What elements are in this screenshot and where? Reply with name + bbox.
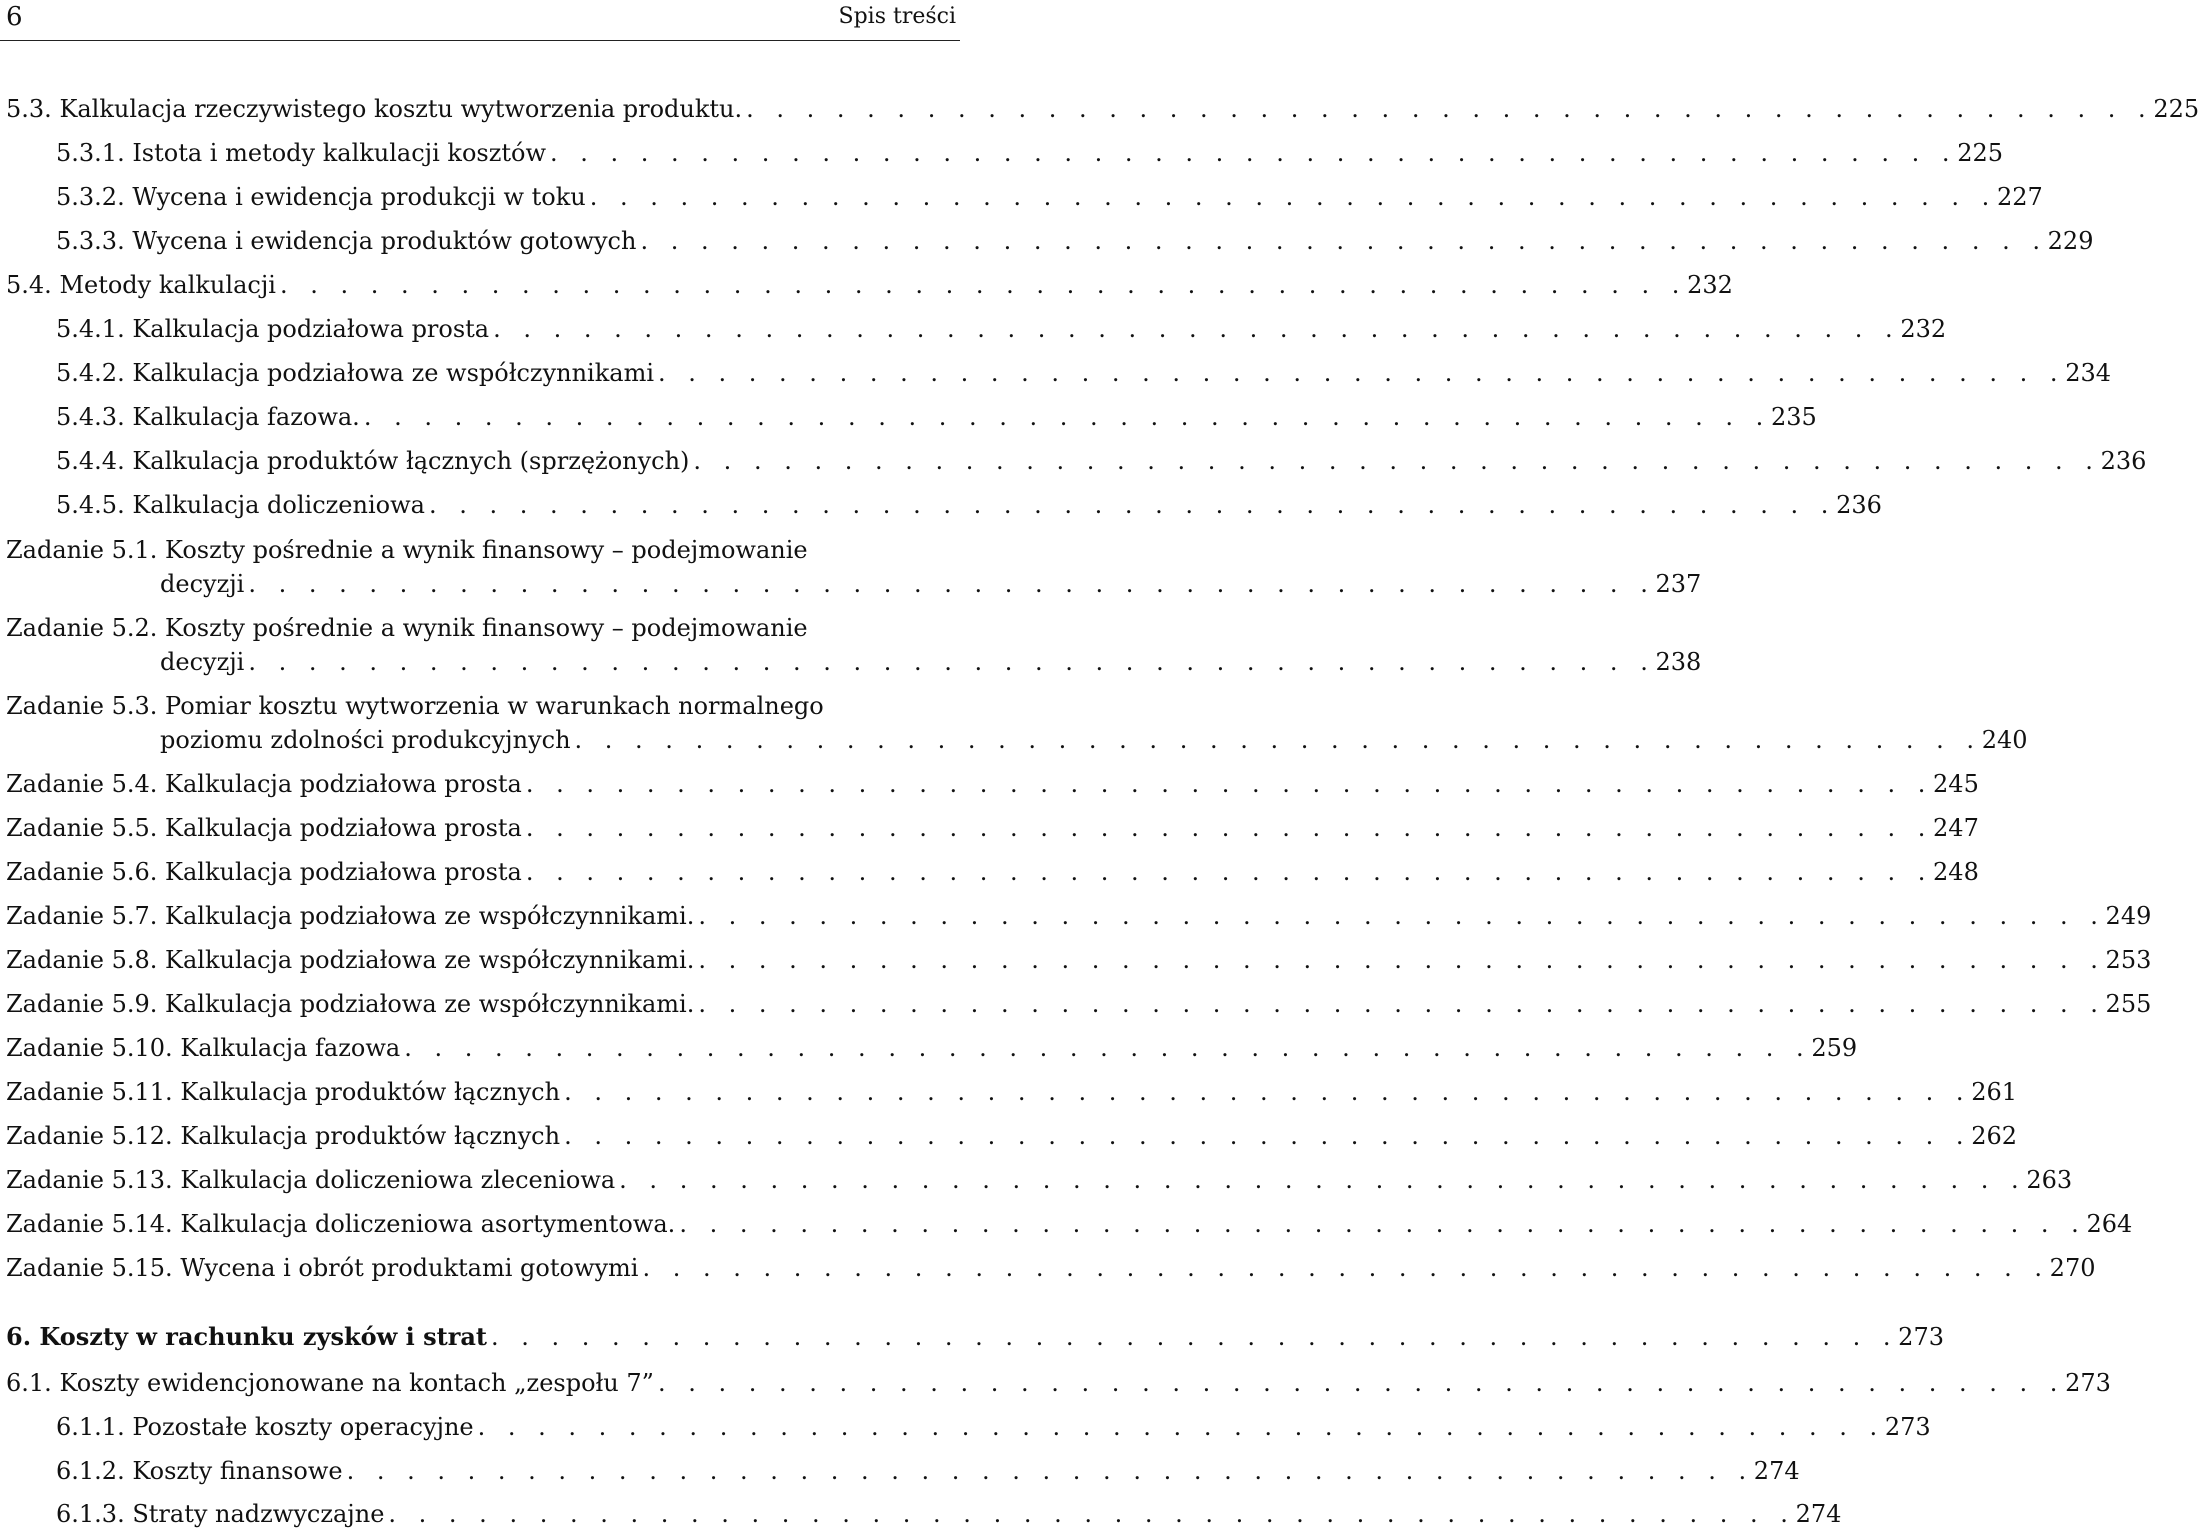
running-title: Spis treści bbox=[838, 4, 956, 29]
dot-leader: . . . . . . . . . . . . . . . . . . . . . . . . . . . . . . . . . . . . . . . . . . . . . . . bbox=[698, 990, 2106, 1018]
toc-number: Zadanie 5.1. bbox=[6, 536, 166, 564]
toc-number: Zadanie 5.13. bbox=[6, 1166, 181, 1194]
dot-leader: . . . . . . . . . . . . . . . . . . . . . . . . . . . . . . . . . . . . . . . . . . . . . . . bbox=[363, 403, 1771, 431]
toc-title: Koszty pośrednie a wynik finansowy – podejmowanie bbox=[165, 536, 808, 564]
toc-number: Zadanie 5.7. bbox=[6, 902, 166, 930]
dot-leader: . . . . . . . . . . . . . . . . . . . . . . . . . . . . . . . . . . . . . . . . . . . . . . . bbox=[428, 491, 1836, 519]
toc-number: 6.1.3. bbox=[56, 1500, 133, 1528]
toc-page: 232 bbox=[1687, 271, 1733, 299]
dot-leader: . . . . . . . . . . . . . . . . . . . . . . . . . . . . . . . . . . . . . . . . . . . . . . . bbox=[493, 315, 1901, 343]
toc-entry[interactable] bbox=[0, 312, 1947, 346]
toc-page: 248 bbox=[1933, 858, 1979, 886]
toc-number: Zadanie 5.9. bbox=[6, 990, 166, 1018]
toc-title: Wycena i ewidencja produktów gotowych bbox=[132, 227, 637, 255]
toc-entry[interactable] bbox=[0, 611, 1702, 679]
toc-page: 225 bbox=[2153, 95, 2200, 123]
dot-leader: . . . . . . . . . . . . . . . . . . . . . . . . . . . . . . . . . . . . . . . . . . . . . . . bbox=[698, 946, 2106, 974]
dot-leader: . . . . . . . . . . . . . . . . . . . . . . . . . . . . . . . . . . . . . . . . . . . . . . . bbox=[346, 1457, 1754, 1485]
toc-number: 5.4.4. bbox=[56, 447, 133, 475]
toc-number: 5.4. bbox=[6, 271, 60, 299]
page-number: 6 bbox=[6, 2, 23, 32]
dot-leader: . . . . . . . . . . . . . . . . . . . . . . . . . . . . . . . . . . . . . . . . . . . . . . . bbox=[640, 227, 2048, 255]
toc-title: Pozostałe koszty operacyjne bbox=[132, 1413, 474, 1441]
toc-number: Zadanie 5.10. bbox=[6, 1034, 181, 1062]
toc-number: 5.4.5. bbox=[56, 491, 133, 519]
toc-number: 5.3.1. bbox=[56, 139, 133, 167]
toc-entry[interactable] bbox=[0, 767, 1979, 801]
toc-entry[interactable] bbox=[0, 92, 2200, 126]
toc-title: Kalkulacja podziałowa prosta bbox=[132, 315, 490, 343]
toc-title: Kalkulacja podziałowa ze współczynnikami. bbox=[165, 902, 695, 930]
toc-number: 6.1. bbox=[6, 1369, 60, 1397]
toc-title: Kalkulacja rzeczywistego kosztu wytworzenia produktu. bbox=[59, 95, 743, 123]
toc-entry[interactable] bbox=[0, 1031, 1858, 1065]
toc-entry[interactable] bbox=[0, 1366, 2111, 1400]
toc-page: 235 bbox=[1771, 403, 1817, 431]
toc-page: 237 bbox=[1655, 570, 1702, 598]
toc-entry[interactable] bbox=[0, 811, 1979, 845]
toc-number: 5.4.1. bbox=[56, 315, 133, 343]
toc-title: Kalkulacja produktów łącznych bbox=[180, 1122, 561, 1150]
toc-title: Wycena i ewidencja produkcji w toku bbox=[132, 183, 586, 211]
toc-title-continuation: decyzji bbox=[160, 570, 245, 598]
toc-page: 263 bbox=[2026, 1166, 2073, 1194]
toc-title: Kalkulacja podziałowa prosta bbox=[165, 858, 522, 886]
toc-chapter-entry[interactable] bbox=[0, 1320, 1944, 1354]
toc-entry[interactable] bbox=[0, 1119, 2018, 1153]
dot-leader: . . . . . . . . . . . . . . . . . . . . . . . . . . . . . . . . . . . . . . . . . . . . . . . bbox=[279, 271, 1687, 299]
toc-entry[interactable] bbox=[0, 224, 2094, 258]
toc-title: Koszty ewidencjonowane na kontach „zespołu 7” bbox=[59, 1369, 654, 1397]
toc-title: Kalkulacja podziałowa ze współczynnikami. bbox=[165, 946, 695, 974]
toc-entry[interactable] bbox=[0, 268, 1733, 302]
toc-title: Koszty finansowe bbox=[132, 1457, 343, 1485]
dot-leader: . . . . . . . . . . . . . . . . . . . . . . . . . . . . . . . . . . . . . . . . . . . . . . . bbox=[693, 447, 2101, 475]
page-header bbox=[0, 0, 960, 41]
toc-page: 240 bbox=[1981, 726, 2028, 754]
dot-leader: . . . . . . . . . . . . . . . . . . . . . . . . . . . . . . . . . . . . . . . . . . . . . . . bbox=[404, 1034, 1812, 1062]
toc-title: Pomiar kosztu wytworzenia w warunkach normalnego bbox=[165, 692, 824, 720]
dot-leader: . . . . . . . . . . . . . . . . . . . . . . . . . . . . . . . . . . . . . . . . . . . . . . . bbox=[477, 1413, 1885, 1441]
toc-number: Zadanie 5.8. bbox=[6, 946, 166, 974]
toc-title: Kalkulacja produktów łącznych bbox=[180, 1078, 561, 1106]
toc-page: 253 bbox=[2105, 946, 2152, 974]
dot-leader: . . . . . . . . . . . . . . . . . . . . . . . . . . . . . . . . . . . . . . . . . . . . . . . bbox=[746, 95, 2154, 123]
toc-number: 5.3.3. bbox=[56, 227, 133, 255]
dot-leader: . . . . . . . . . . . . . . . . . . . . . . . . . . . . . . . . . . . . . . . . . . . . . . . bbox=[574, 726, 1982, 754]
toc-title: Istota i metody kalkulacji kosztów bbox=[132, 139, 546, 167]
toc-number: Zadanie 5.6. bbox=[6, 858, 166, 886]
dot-leader: . . . . . . . . . . . . . . . . . . . . . . . . . . . . . . . . . . . . . . . . . . . . . . . bbox=[698, 902, 2106, 930]
toc-entry[interactable] bbox=[0, 444, 2147, 478]
toc-title: Kalkulacja fazowa bbox=[180, 1034, 401, 1062]
toc-number: 5.3. bbox=[6, 95, 60, 123]
dot-leader: . . . . . . . . . . . . . . . . . . . . . . . . . . . . . . . . . . . . . . . . . . . . . . . bbox=[564, 1078, 1972, 1106]
toc-page: 261 bbox=[1971, 1078, 2018, 1106]
toc-page: 236 bbox=[1836, 491, 1882, 519]
toc-number: 5.4.3. bbox=[56, 403, 133, 431]
toc-title-continuation: poziomu zdolności produkcyjnych bbox=[160, 726, 571, 754]
toc-number: Zadanie 5.12. bbox=[6, 1122, 181, 1150]
toc-page: 229 bbox=[2047, 227, 2094, 255]
toc-page: 259 bbox=[1811, 1034, 1858, 1062]
toc-title: Kalkulacja doliczeniowa bbox=[132, 491, 425, 519]
toc-number: Zadanie 5.11. bbox=[6, 1078, 181, 1106]
toc-entry[interactable] bbox=[0, 1410, 1931, 1444]
toc-page: 255 bbox=[2105, 990, 2152, 1018]
toc-page: 274 bbox=[1753, 1457, 1800, 1485]
toc-title: Kalkulacja fazowa. bbox=[132, 403, 360, 431]
toc-title: Koszty w rachunku zysków i strat bbox=[39, 1322, 487, 1351]
toc-page: 262 bbox=[1971, 1122, 2018, 1150]
toc-number: Zadanie 5.2. bbox=[6, 614, 166, 642]
toc-page: 249 bbox=[2105, 902, 2152, 930]
toc-title: Kalkulacja podziałowa prosta bbox=[165, 770, 522, 798]
dot-leader: . . . . . . . . . . . . . . . . . . . . . . . . . . . . . . . . . . . . . . . . . . . . . . . bbox=[589, 183, 1997, 211]
dot-leader: . . . . . . . . . . . . . . . . . . . . . . . . . . . . . . . . . . . . . . . . . . . . . . . bbox=[248, 648, 1656, 676]
dot-leader: . . . . . . . . . . . . . . . . . . . . . . . . . . . . . . . . . . . . . . . . . . . . . . . bbox=[490, 1323, 1898, 1351]
dot-leader: . . . . . . . . . . . . . . . . . . . . . . . . . . . . . . . . . . . . . . . . . . . . . . . bbox=[619, 1166, 2027, 1194]
toc-entry[interactable] bbox=[0, 1251, 2096, 1285]
toc-entry[interactable] bbox=[0, 180, 2043, 214]
toc-page: 270 bbox=[2049, 1254, 2096, 1282]
toc-number: Zadanie 5.14. bbox=[6, 1210, 181, 1238]
toc-entry[interactable] bbox=[0, 1454, 1800, 1488]
dot-leader: . . . . . . . . . . . . . . . . . . . . . . . . . . . . . . . . . . . . . . . . . . . . . . . bbox=[525, 770, 1933, 798]
toc-entry[interactable] bbox=[0, 356, 2112, 390]
dot-leader: . . . . . . . . . . . . . . . . . . . . . . . . . . . . . . . . . . . . . . . . . . . . . . . bbox=[657, 1369, 2065, 1397]
toc-page: 234 bbox=[2065, 359, 2112, 387]
toc-entry[interactable] bbox=[0, 1163, 2073, 1197]
toc-page: 232 bbox=[1900, 315, 1947, 343]
toc-entry[interactable] bbox=[0, 136, 2003, 170]
toc-title: Kalkulacja produktów łącznych (sprzężonych) bbox=[132, 447, 690, 475]
toc-entry[interactable] bbox=[0, 943, 2152, 977]
toc-entry[interactable] bbox=[0, 400, 1817, 434]
dot-leader: . . . . . . . . . . . . . . . . . . . . . . . . . . . . . . . . . . . . . . . . . . . . . . . bbox=[564, 1122, 1972, 1150]
dot-leader: . . . . . . . . . . . . . . . . . . . . . . . . . . . . . . . . . . . . . . . . . . . . . . . bbox=[248, 570, 1656, 598]
toc-title: Kalkulacja podziałowa ze współczynnikami bbox=[132, 359, 655, 387]
toc-title: Koszty pośrednie a wynik finansowy – podejmowanie bbox=[165, 614, 808, 642]
toc-entry[interactable] bbox=[0, 855, 1979, 889]
toc-entry[interactable] bbox=[0, 987, 2152, 1021]
toc-number: 6. bbox=[6, 1322, 40, 1351]
toc-page: 274 bbox=[1795, 1500, 1842, 1528]
toc-number: Zadanie 5.15. bbox=[6, 1254, 181, 1282]
toc-page: 227 bbox=[1996, 183, 2043, 211]
toc-page: 236 bbox=[2100, 447, 2147, 475]
toc-number: Zadanie 5.5. bbox=[6, 814, 166, 842]
toc-title-continuation: decyzji bbox=[160, 648, 245, 676]
toc-title: Kalkulacja podziałowa ze współczynnikami. bbox=[165, 990, 695, 1018]
toc-page: 238 bbox=[1655, 648, 1702, 676]
dot-leader: . . . . . . . . . . . . . . . . . . . . . . . . . . . . . . . . . . . . . . . . . . . . . . . bbox=[388, 1500, 1796, 1528]
toc-entry[interactable] bbox=[0, 689, 2028, 757]
toc-number: 6.1.2. bbox=[56, 1457, 133, 1485]
toc-entry[interactable] bbox=[0, 488, 1882, 522]
dot-leader: . . . . . . . . . . . . . . . . . . . . . . . . . . . . . . . . . . . . . . . . . . . . . . . bbox=[658, 359, 2066, 387]
toc-number: 5.4.2. bbox=[56, 359, 133, 387]
toc-number: Zadanie 5.4. bbox=[6, 770, 166, 798]
toc-entry[interactable] bbox=[0, 899, 2152, 933]
toc-page: 225 bbox=[1957, 139, 2003, 167]
toc-title: Kalkulacja doliczeniowa asortymentowa. bbox=[180, 1210, 676, 1238]
toc-page: 273 bbox=[1884, 1413, 1931, 1441]
toc-entry[interactable] bbox=[0, 1207, 2133, 1241]
toc-page: 245 bbox=[1933, 770, 1979, 798]
toc-title: Straty nadzwyczajne bbox=[132, 1500, 385, 1528]
toc-title: Kalkulacja podziałowa prosta bbox=[165, 814, 522, 842]
toc-entry[interactable] bbox=[0, 1075, 2018, 1109]
toc-title: Metody kalkulacji bbox=[59, 271, 276, 299]
toc-page: 247 bbox=[1933, 814, 1979, 842]
toc-number: Zadanie 5.3. bbox=[6, 692, 166, 720]
toc-page: 273 bbox=[2065, 1369, 2111, 1397]
toc-title: Wycena i obrót produktami gotowymi bbox=[180, 1254, 639, 1282]
toc-number: 6.1.1. bbox=[56, 1413, 133, 1441]
toc-number: 5.3.2. bbox=[56, 183, 133, 211]
toc-page: 264 bbox=[2086, 1210, 2133, 1238]
toc-entry[interactable] bbox=[0, 533, 1702, 601]
dot-leader: . . . . . . . . . . . . . . . . . . . . . . . . . . . . . . . . . . . . . . . . . . . . . . . bbox=[642, 1254, 2050, 1282]
dot-leader: . . . . . . . . . . . . . . . . . . . . . . . . . . . . . . . . . . . . . . . . . . . . . . . bbox=[550, 139, 1957, 167]
dot-leader: . . . . . . . . . . . . . . . . . . . . . . . . . . . . . . . . . . . . . . . . . . . . . . . bbox=[679, 1210, 2087, 1238]
dot-leader: . . . . . . . . . . . . . . . . . . . . . . . . . . . . . . . . . . . . . . . . . . . . . . . bbox=[525, 858, 1933, 886]
dot-leader: . . . . . . . . . . . . . . . . . . . . . . . . . . . . . . . . . . . . . . . . . . . . . . . bbox=[525, 814, 1933, 842]
toc-entry[interactable] bbox=[0, 1497, 1842, 1531]
toc-page: 273 bbox=[1898, 1323, 1944, 1351]
toc-title: Kalkulacja doliczeniowa zleceniowa bbox=[180, 1166, 616, 1194]
